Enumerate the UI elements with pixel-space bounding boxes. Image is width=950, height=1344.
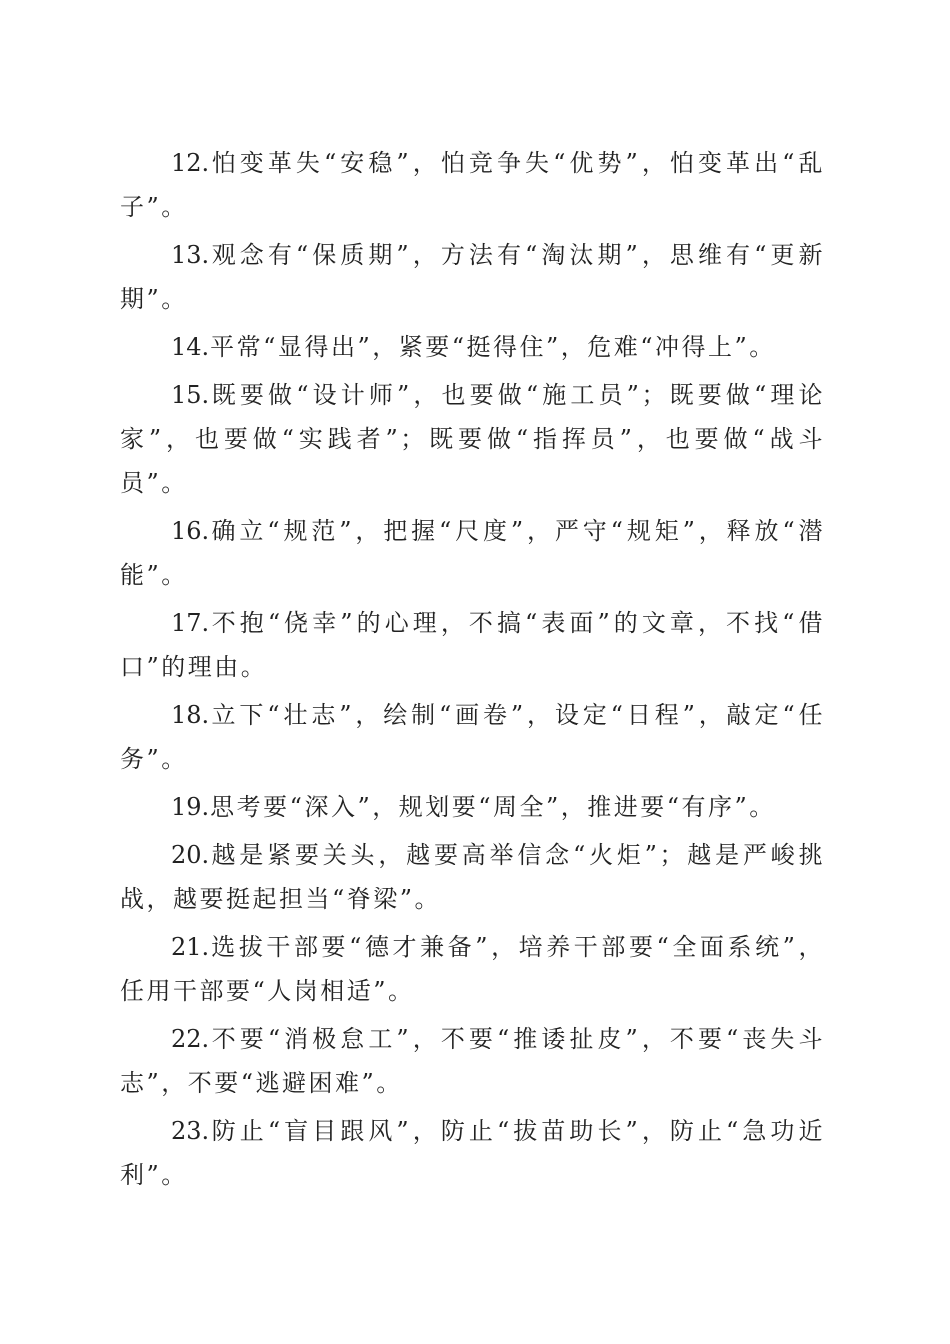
paragraph-text: 立下“壮志”，绘制“画卷”，设定“日程”，敲定“任务”。 bbox=[120, 701, 825, 773]
numbered-paragraph bbox=[120, 373, 825, 505]
paragraph-number: 16. bbox=[171, 517, 210, 545]
numbered-paragraph bbox=[120, 601, 825, 689]
numbered-paragraph bbox=[120, 785, 825, 829]
paragraph-text: 越是紧要关头，越要高举信念“火炬”；越是严峻挑战，越要挺起担当“脊梁”。 bbox=[120, 841, 825, 913]
paragraph-text: 思考要“深入”，规划要“周全”，推进要“有序”。 bbox=[210, 793, 776, 821]
numbered-paragraph bbox=[120, 233, 825, 321]
paragraph-number: 12. bbox=[171, 149, 210, 177]
paragraph-number: 22. bbox=[171, 1025, 210, 1053]
numbered-paragraph bbox=[120, 925, 825, 1013]
numbered-paragraph bbox=[120, 141, 825, 229]
paragraph-number: 23. bbox=[171, 1117, 210, 1145]
paragraph-number: 21. bbox=[171, 933, 210, 961]
paragraph-number: 15. bbox=[171, 381, 210, 409]
paragraph-number: 13. bbox=[171, 241, 210, 269]
paragraph-text: 不抱“侥幸”的心理，不搞“表面”的文章，不找“借口”的理由。 bbox=[120, 609, 825, 681]
paragraph-text: 平常“显得出”，紧要“挺得住”，危难“冲得上”。 bbox=[210, 333, 776, 361]
paragraph-text: 观念有“保质期”，方法有“淘汰期”，思维有“更新期”。 bbox=[120, 241, 825, 313]
paragraph-text: 既要做“设计师”，也要做“施工员”；既要做“理论家”，也要做“实践者”；既要做“指挥员”，也要做“战斗员”。 bbox=[120, 381, 825, 497]
numbered-paragraph bbox=[120, 1017, 825, 1105]
paragraph-text: 选拔干部要“德才兼备”，培养干部要“全面系统”，任用干部要“人岗相适”。 bbox=[120, 933, 825, 1005]
numbered-paragraph bbox=[120, 1109, 825, 1197]
paragraph-text: 不要“消极怠工”，不要“推诿扯皮”，不要“丧失斗志”，不要“逃避困难”。 bbox=[120, 1025, 825, 1097]
paragraph-number: 14. bbox=[171, 333, 210, 361]
numbered-paragraph bbox=[120, 325, 825, 369]
paragraph-text: 怕变革失“安稳”，怕竞争失“优势”，怕变革出“乱子”。 bbox=[120, 149, 825, 221]
numbered-paragraph bbox=[120, 833, 825, 921]
numbered-paragraph bbox=[120, 693, 825, 781]
paragraph-text: 防止“盲目跟风”，防止“拔苗助长”，防止“急功近利”。 bbox=[120, 1117, 825, 1189]
paragraph-number: 18. bbox=[171, 701, 210, 729]
paragraph-number: 20. bbox=[171, 841, 210, 869]
paragraph-number: 19. bbox=[171, 793, 210, 821]
numbered-paragraph bbox=[120, 509, 825, 597]
paragraph-number: 17. bbox=[171, 609, 210, 637]
document-body bbox=[120, 141, 825, 1201]
paragraph-text: 确立“规范”，把握“尺度”，严守“规矩”，释放“潜能”。 bbox=[120, 517, 825, 589]
